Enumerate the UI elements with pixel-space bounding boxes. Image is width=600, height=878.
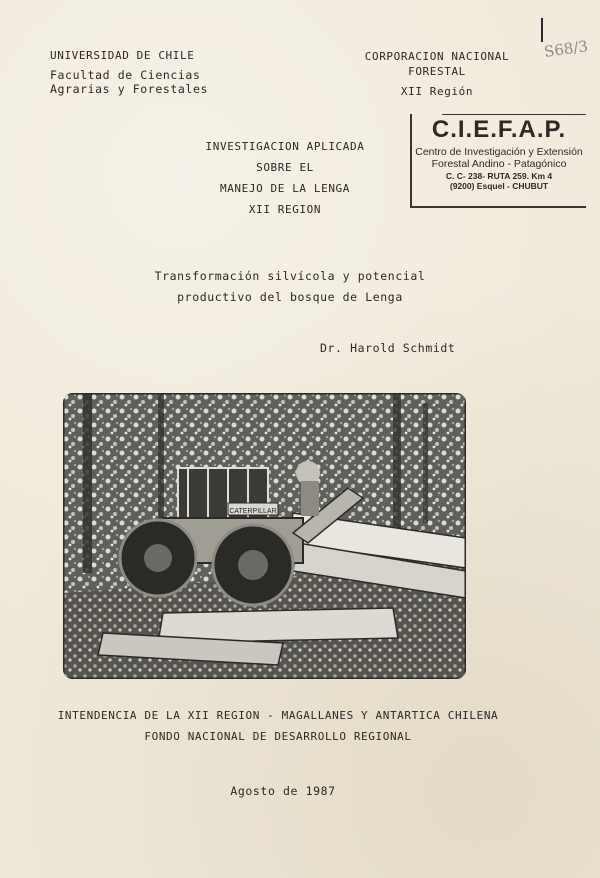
document-title [130, 266, 450, 308]
university-header [50, 49, 208, 96]
title-line-2: productivo del bosque de Lenga [177, 290, 403, 304]
corporation-header [362, 49, 512, 99]
corporation-line-1: CORPORACION NACIONAL [364, 50, 510, 63]
publication-date: Agosto de 1987 [230, 784, 336, 798]
stamp-line-2: Forestal Andino - Patagónico [431, 158, 567, 170]
investigation-block [190, 136, 380, 220]
catalog-number: S68/3 [542, 37, 590, 61]
investigation-line-4: XII REGION [248, 203, 322, 216]
ciefap-stamp [410, 114, 586, 208]
stamp-line-4: (9200) Esquel - CHUBUT [449, 181, 549, 191]
footer-line-1: INTENDENCIA DE LA XII REGION - MAGALLANES Y ANTARTICA CHILENA [57, 709, 499, 722]
stamp-line-1: Centro de Investigación y Extensión [415, 146, 583, 158]
faculty-line-2: Agrarias y Forestales [50, 82, 208, 96]
faculty-line-1: Facultad de Ciencias [50, 68, 201, 82]
cover-photo [63, 393, 466, 679]
handwritten-stroke [541, 18, 543, 42]
stamp-title: C.I.E.F.A.P. [431, 116, 567, 143]
stamp-border-line [442, 114, 586, 115]
investigation-line-2: SOBRE EL [256, 161, 314, 174]
region-label: XII Región [400, 85, 474, 98]
stamp-line-3: C. C- 238- RUTA 259. Km 4 [445, 171, 553, 181]
title-line-1: Transformación silvícola y potencial [154, 269, 426, 283]
handwritten-catalog-mark [536, 10, 596, 76]
machine-brand-label: CATERPILLAR [229, 508, 277, 515]
investigation-line-3: MANEJO DE LA LENGA [219, 182, 350, 195]
skidder-forest-photo [63, 393, 466, 679]
author-name: Dr. Harold Schmidt [320, 341, 456, 355]
corporation-line-2: FORESTAL [408, 65, 466, 78]
investigation-line-1: INVESTIGACION APLICADA [205, 140, 365, 153]
university-name: UNIVERSIDAD DE CHILE [50, 49, 195, 62]
footer-line-2: FONDO NACIONAL DE DESARROLLO REGIONAL [144, 730, 412, 743]
